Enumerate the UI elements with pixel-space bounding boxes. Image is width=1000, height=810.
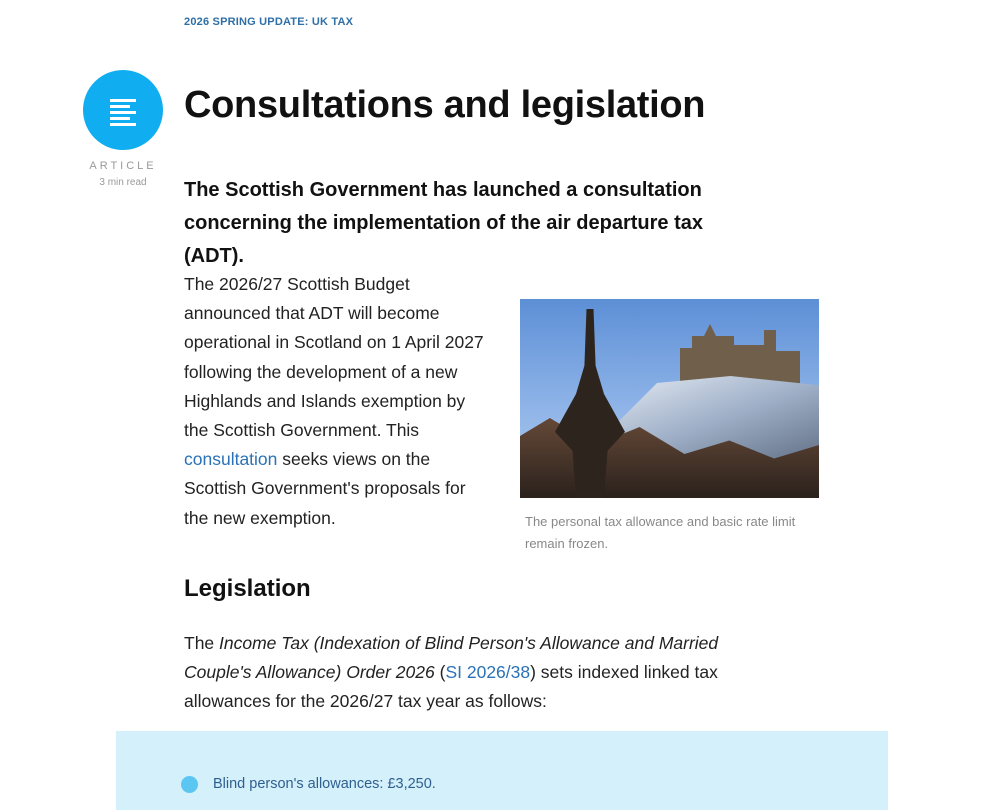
text: The — [184, 633, 220, 653]
page-title: Consultations and legislation — [184, 84, 706, 126]
order-title: Income Tax (Indexation of Blind Person's Allowance and Married Couple's Allowance) Order 2026 — [184, 633, 719, 683]
lead-paragraph: The Scottish Government has launched a consultation concerning the implementation of the air departure tax (ADT). — [184, 179, 703, 267]
section-kicker: 2026 SPRING UPDATE: UK TAX — [184, 16, 354, 28]
body-text: The 2026/27 Scottish Budget announced that ADT will become operational in Scotland on 1 April 2027 following the development of a new Highlands and Islands exemption by the Scottish Government. This — [184, 274, 484, 441]
read-time: 3 min read — [99, 177, 147, 188]
body-paragraph — [184, 270, 494, 533]
body-text: seeks views on the Scottish Government's proposals for the new exemption. — [184, 449, 466, 528]
allowances-box — [116, 731, 888, 810]
bullet-dot-icon — [181, 776, 198, 793]
list-item: Blind person's allowances: £3,250. — [213, 776, 436, 792]
si-link[interactable]: SI 2026/38 — [445, 662, 531, 683]
image-caption: The personal tax allowance and basic rate limit remain frozen. — [525, 514, 796, 551]
legislation-heading: Legislation — [184, 575, 311, 602]
text: ) sets indexed linked tax allowances for the 2026/27 tax year as follows: — [184, 662, 718, 712]
article-badge — [83, 70, 163, 150]
article-type: ARTICLE — [89, 160, 157, 172]
consultation-link[interactable]: consultation — [184, 449, 278, 470]
edinburgh-castle-photo — [520, 299, 819, 498]
text: ( — [434, 662, 446, 683]
legislation-paragraph — [184, 629, 784, 717]
